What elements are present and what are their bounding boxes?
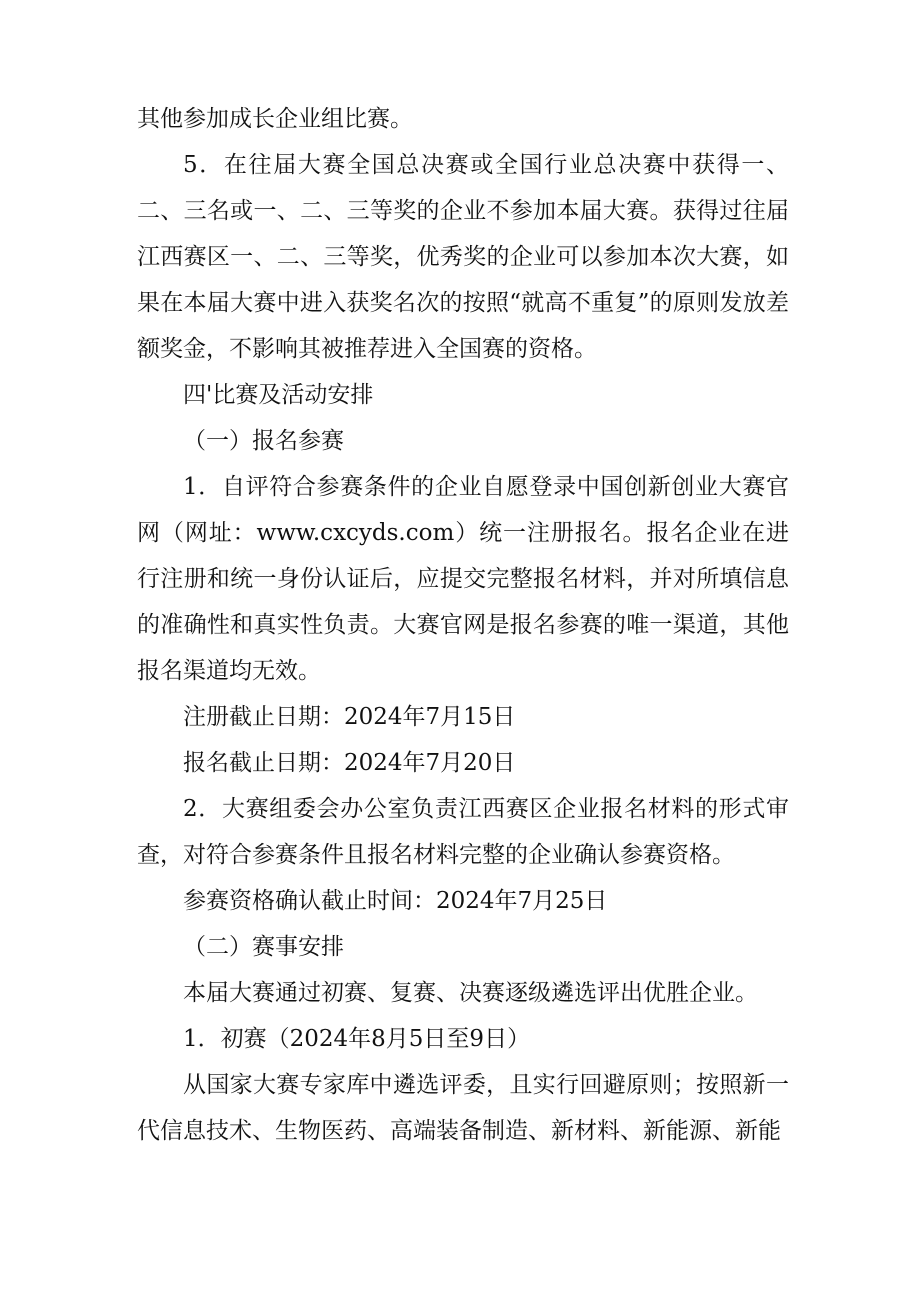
paragraph-preliminary-round: 从国家大赛专家库中遴选评委，且实行回避原则；按照新一代信息技术、生物医药、高端装备制造、新材料、新能源、新能 [137,1072,789,1144]
subsection-heading-schedule: （二）赛事安排 [183,934,344,960]
section-heading-4: 四'比赛及活动安排 [183,382,374,408]
registration-deadline: 注册截止日期：2024年7月15日 [183,704,516,730]
subsection-heading-registration: （一）报名参赛 [183,428,344,454]
paragraph-registration-2: 2．大赛组委会办公室负责江西赛区企业报名材料的形式审查，对符合参赛条件且报名材料完整的企业确认参赛资格。 [137,796,789,868]
qualification-deadline: 参赛资格确认截止时间：2024年7月25日 [183,888,608,914]
paragraph-rule-5: 5．在往届大赛全国总决赛或全国行业总决赛中获得一、二、三名或一、二、三等奖的企业不参加本届大赛。获得过往届江西赛区一、二、三等奖，优秀奖的企业可以参加本次大赛，如果在本届大赛中进入获奖名次的按照“就高不重复”的原则发放差额奖金，不影响其被推荐进入全国赛的资格。 [137,152,789,362]
paragraph-continued: 其他参加成长企业组比赛。 [137,106,413,132]
document-body [137,96,789,1154]
preliminary-round-heading: 1．初赛（2024年8月5日至9日） [183,1026,531,1052]
signup-deadline: 报名截止日期：2024年7月20日 [183,750,516,776]
paragraph-schedule-intro: 本届大赛通过初赛、复赛、决赛逐级遴选评出优胜企业。 [183,980,758,1006]
paragraph-registration-1: 1．自评符合参赛条件的企业自愿登录中国创新创业大赛官网（网址：www.cxcyds.com）统一注册报名。报名企业在进行注册和统一身份认证后，应提交完整报名材料，并对所填信息的准确性和真实性负责。大赛官网是报名参赛的唯一渠道，其他报名渠道均无效。 [137,474,789,684]
